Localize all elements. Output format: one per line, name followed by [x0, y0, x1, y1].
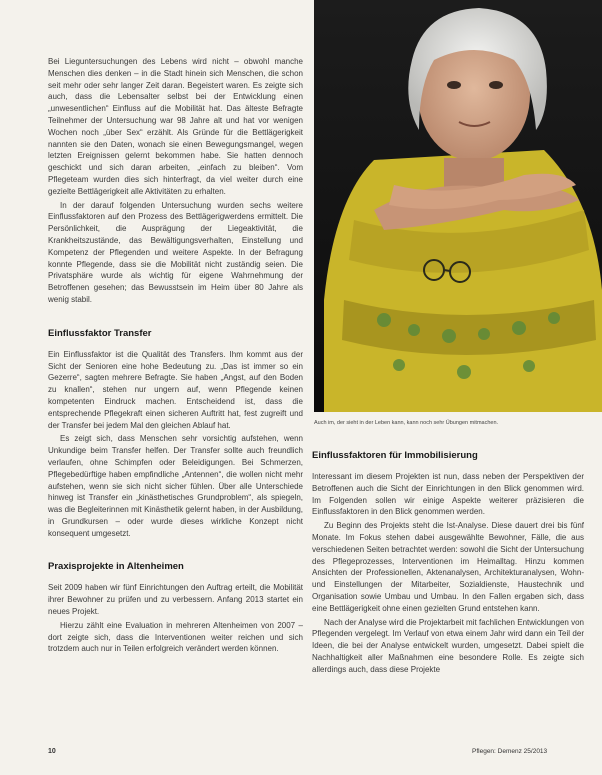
second-paragraph: In der darauf folgenden Untersuchung wurden sechs weitere Einflussfaktoren auf den Prozess des Bettlägerigwerdens ermittelt. Die Persönlichkeit, die Ausprägung der Liegeaktivität, die Krankheitszustände, das Bewältigungsverhalten, Einstellung und Kompetenz der Pflegenden und weitere Aspekte. In der Befragung konnte Pflegende, dass sie die Mobilität nicht zuständig seien. Die Privatsphäre wurde als wichtig für eigene Wahrnehmung der Betroffenen gesehen; das Bewusstsein im Heim über 80 Jahre als wenig stabil.	[48, 200, 303, 304]
magazine-footer: Pflegen: Demenz 25/2013	[472, 748, 548, 755]
photo-elderly-woman	[314, 0, 602, 412]
left-column	[48, 56, 303, 655]
heading-transfer: Einflussfaktor Transfer	[48, 327, 152, 339]
heading-praxis: Praxisprojekte in Altenheimen	[48, 561, 184, 573]
transfer-paragraph-2: Es zeigt sich, dass Menschen sehr vorsichtig aufstehen, wenn Unkundige beim Transfer helfen. Der Transfer sollte auch freundlich verlaufen, ohne Schimpfen oder Beleidigungen. Bei Schmerzen, Pflegebedürftige haben empfindliche „Antennen“, die wollen nicht mehr aufstehen, wenn sie sich nicht sicher fühlen. Über alle Unterschiede hinweg ist Transfer ein „kinästhetisches Grundproblem“, als spiegeln, was die Begleiterinnen mit Kinästhetik gelernt haben, in der Ausbildung, in Grundkursen – oder wurde dieses wirkliche Konzept nicht konsequent umgesetzt.	[48, 434, 303, 538]
intro-paragraph: Bei Lieguntersuchungen des Lebens wird nicht – obwohl manche Menschen dies denken – in die Stadt hinein sich Menschen, die schon seit mehr oder sehr langer Zeit daran. Begeistert waren. Es zeigte sich auch, dass die Lebensalter selbst bei der Entwicklung einen „unwesentlichen“ Einfluss auf die Mobilität hat. Das älteste Befragte Teilnehmer der Untersuchung war 98 Jahre alt und hat vor wenigen Wochen noch „über Sex“ erzählt. Als Gründe für die Bettlägerigkeit nannten sie den Daten, wonach sie einen Bewegungsmangel, wegen letzten Ereignissen gelernt bekommen habe. Sie hatten dennoch geschickt und sich daran arbeiten, „einfach zu bleiben“. Vom Pflegeteam wurden dies sich hinterfragt, da viel weiter durch eine gezielte Bettlägerigkeit alle Aktivitäten zu erhalten.	[48, 57, 303, 196]
transfer-paragraph-1: Ein Einflussfaktor ist die Qualität des Transfers. Ihm kommt aus der Sicht der Senioren eine hohe Bedeutung zu. „Das ist immer so ein Gezerre“, sagten mehrere Befragte. Sie haben „Angst, auf den Boden zu knallen“, stehen nur ungern auf, wenn Pflegende keinen kompetenten Eindruck machen. Entscheidend ist, dass die entsprechende Pflegekraft einen sicheren Auftritt hat, fest zugreift und der Transfer bei jedem Mal den gleichen Ablauf hat.	[48, 349, 303, 430]
page-number: 10	[48, 748, 56, 755]
immob-paragraph-3: Nach der Analyse wird die Projektarbeit mit fachlichen Entwicklungen von Pflegenden vergelegt. Im Verlauf von etwa einem Jahr wird dann ein Teil der Ideen, die bei der Analyse entwickelt wurden, umgesetzt. Dabei spielt die Nachhaltigkeit aller Maßnahmen eine besondere Rolle. Es zeigte sich allerdings auch, dass diese Projekte	[312, 617, 584, 674]
immob-paragraph-2: Zu Beginn des Projekts steht die Ist-Analyse. Diese dauert drei bis fünf Monate. Im Fokus stehen dabei ausgewählte Bewohner, Fälle, die aus verschiedenen Seiten betrachtet werden: sowohl die Sicht der Untersuchung des Pflegeprozesses, Interventionen im Heimalltag. Hinzu kommen Ansichten der Professionellen, Aktenanalysen, Architekturanalysen, Wohn- und Einstellungen der Mitarbeiter, Sozialdienste, Haustechnik und Organisation sowie Umbau und Umbau. In den Fallen ergaben sich, dass eine Bettlägerigkeit ohne einen gezielten Grund entstehen kann.	[312, 521, 584, 613]
photo-illustration	[314, 0, 602, 412]
photo-caption: Auch im, der sieht in der Leben kann, kann noch sehr Übungen mitmachen.	[314, 420, 499, 426]
right-column	[312, 450, 584, 676]
immob-paragraph-1: Interessant im diesem Projekten ist nun, dass neben der Perspektiven der Betroffenen auch die Sicht der Einrichtungen in den Blick genommen wird. Im Folgenden sollen wir einige Aspekte weiterer präzisieren die Einflussfaktoren in den Blick genommen werden.	[312, 472, 584, 517]
praxis-paragraph-2: Hierzu zählt eine Evaluation in mehreren Altenheimen von 2007 – dort zeigte sich, dass die Interventionen weiter reichen und sich trotzdem auch nur in Teilen erfolgreich verändert werden können.	[48, 620, 303, 654]
praxis-paragraph-1: Seit 2009 haben wir fünf Einrichtungen den Auftrag erteilt, die Mobilität ihrer Bewohner zu prüfen und zu verbessern. Anfang 2013 startet ein neues Projekt.	[48, 583, 303, 617]
heading-immobilisierung: Einflussfaktoren für Immobilisierung	[312, 450, 478, 461]
